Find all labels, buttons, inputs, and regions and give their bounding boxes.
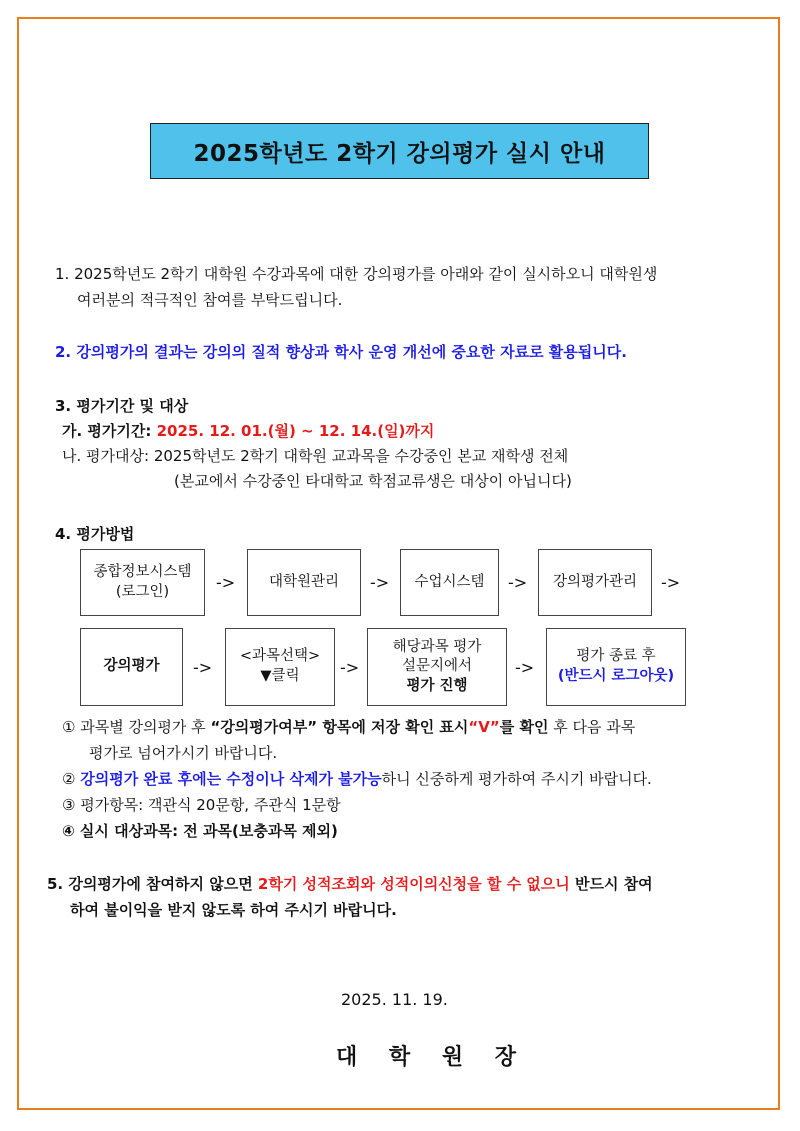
- flow-step-portal: [80, 549, 205, 616]
- note-2-c: 하니 신중하게 평가하여 주시기 바랍니다.: [381, 770, 652, 788]
- issue-date: 2025. 11. 19.: [341, 990, 448, 1009]
- note-1-b: “강의평가여부” 항목에 저장 확인 표시: [210, 718, 469, 736]
- item5-b: 2학기 성적조회와 성적이의신청을 할 수 없으니: [257, 875, 570, 893]
- period-label: 가. 평가기간:: [62, 422, 157, 440]
- flow-step-class-system: [400, 549, 499, 616]
- flow-step-select-course: [225, 628, 335, 706]
- flow-step-select-line1: <과목선택>: [239, 648, 321, 665]
- flow-arrow: ->: [216, 573, 236, 592]
- item4-heading: 4. 평가방법: [55, 525, 135, 543]
- flow-step-gradmgmt-label: 대학원관리: [268, 573, 340, 590]
- flow-step-eval-mgmt: [538, 549, 652, 616]
- target-label: 나. 평가대상:: [62, 447, 154, 465]
- item5-line2: 하여 불이익을 받지 않도록 하여 주시기 바랍니다.: [70, 901, 397, 919]
- flow-arrow: ->: [515, 658, 535, 677]
- flow-step-survey-line2: 설문지에서: [401, 658, 473, 675]
- flow-step-logout-line2: (반드시 로그아웃): [557, 668, 675, 684]
- note-1-line2: 평가로 넘어가시기 바랍니다.: [89, 744, 278, 762]
- period-line: [62, 420, 434, 441]
- flow-step-select-line2: ▼클릭: [260, 668, 300, 684]
- flow-step-gradmgmt: [247, 549, 361, 616]
- note-1-e: 후 다음 과목: [548, 718, 636, 736]
- item1-line1: 1. 2025학년도 2학기 대학원 수강과목에 대한 강의평가를 아래와 같이 실시하오니 대학원생: [55, 265, 658, 283]
- note-2: [62, 768, 652, 789]
- flow-arrow: ->: [193, 658, 213, 677]
- period-value: 2025. 12. 01.(월) ~ 12. 14.(일)까지: [156, 422, 435, 440]
- target-value: 2025학년도 2학기 대학원 교과목을 수강중인 본교 재학생 전체: [153, 447, 569, 465]
- flow-step-survey-line1: 해당과목 평가: [392, 638, 482, 655]
- target-note: (본교에서 수강중인 타대학교 학점교류생은 대상이 아닙니다): [174, 472, 572, 490]
- flow-step-survey-line3: 평가 진행: [406, 677, 468, 694]
- flow-step-survey: [367, 628, 507, 706]
- signature: 대 학 원 장: [336, 1045, 528, 1070]
- item5-c: 반드시 참여: [569, 875, 653, 893]
- flow-arrow: ->: [508, 573, 528, 592]
- item3-heading: 3. 평가기간 및 대상: [55, 397, 189, 415]
- note-1-v-mark: “V”: [468, 718, 500, 736]
- flow-arrow: ->: [661, 573, 681, 592]
- flow-step-class-system-label: 수업시스템: [414, 573, 485, 590]
- note-1: [62, 716, 635, 737]
- flow-arrow: ->: [370, 573, 390, 592]
- note-2-b: 강의평가 완료 후에는 수정이나 삭제가 불가능: [80, 770, 382, 788]
- flow-step-logout: [546, 628, 686, 706]
- flow-arrow: ->: [340, 658, 360, 677]
- note-1-d: 를 확인: [499, 718, 549, 736]
- note-2-a: ②: [62, 770, 81, 788]
- item5-a: 5. 강의평가에 참여하지 않으면: [47, 875, 258, 893]
- flow-step-portal-line2: (로그인): [115, 583, 170, 600]
- note-3: ③ 평가항목: 객관식 20문항, 주관식 1문항: [62, 796, 341, 814]
- flow-step-logout-line1: 평가 종료 후: [576, 648, 656, 665]
- item5-line1: [47, 873, 653, 894]
- flow-step-eval-mgmt-label: 강의평가관리: [552, 573, 638, 590]
- flow-step-portal-line1: 종합정보시스템: [93, 563, 192, 580]
- flow-step-eval-label: 강의평가: [103, 658, 160, 675]
- flow-step-eval: [80, 628, 183, 706]
- note-4: ④ 실시 대상과목: 전 과목(보충과목 제외): [62, 822, 338, 840]
- item2-text: 2. 강의평가의 결과는 강의의 질적 향상과 학사 운영 개선에 중요한 자료로 활용됩니다.: [55, 343, 627, 361]
- item1-line2: 여러분의 적극적인 참여를 부탁드립니다.: [77, 291, 343, 309]
- note-1-a: ① 과목별 강의평가 후: [62, 718, 211, 736]
- page-title: 2025학년도 2학기 강의평가 실시 안내: [150, 123, 649, 179]
- target-line: [62, 445, 568, 466]
